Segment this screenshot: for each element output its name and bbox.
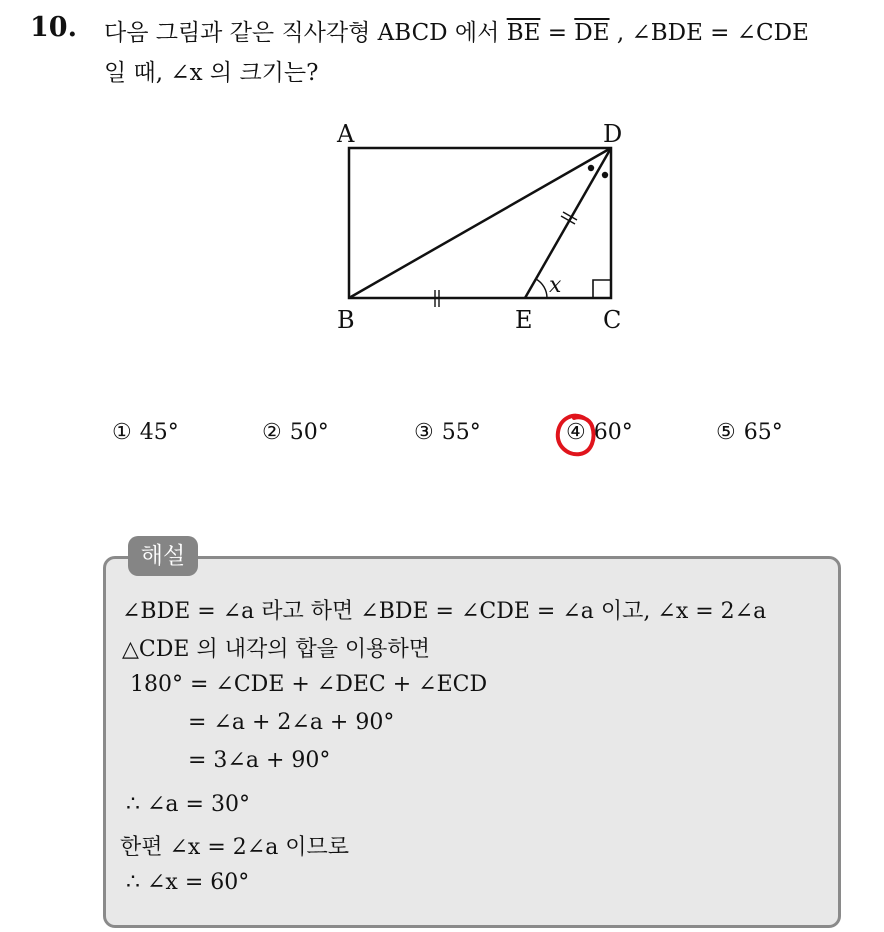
right-angle-mark [593,280,611,298]
choice-mark: ⑤ [716,420,736,445]
explanation-tag: 해설 [128,536,198,576]
label-e: E [515,306,533,334]
angle-dot-1 [588,165,594,171]
explanation-line-6: ∴ ∠a = 30° [126,792,250,817]
choice-1[interactable] [112,420,179,445]
question-number: 10. [30,12,77,43]
question-suffix: , ∠BDE = ∠CDE [609,20,809,46]
choice-value: 65° [743,420,783,445]
choice-mark: ③ [414,420,434,445]
angle-dot-2 [602,172,608,178]
label-b: B [337,306,355,334]
explanation-line-8: ∴ ∠x = 60° [126,870,250,895]
angle-x-arc [536,279,547,298]
label-d: D [603,120,623,148]
answer-choices [0,420,884,460]
segment-ed [525,148,611,298]
choice-5[interactable] [716,420,783,445]
choice-value: 55° [441,420,481,445]
selected-answer-circle [554,410,598,460]
label-c: C [603,306,622,334]
choice-value: 60° [593,420,633,445]
geometry-figure [325,112,645,337]
explanation-line-4: = ∠a + 2∠a + 90° [188,710,395,735]
diagonal-bd [349,148,611,298]
question-line-1 [104,14,809,47]
explanation-line-3: 180° = ∠CDE + ∠DEC + ∠ECD [130,672,488,697]
choice-value: 50° [289,420,329,445]
segment-be: $\overline{BE}$ [506,20,541,46]
choice-3[interactable] [414,420,481,445]
label-x: x [549,273,562,298]
choice-2[interactable] [262,420,329,445]
explanation-line-1: ∠BDE = ∠a 라고 하면 ∠BDE = ∠CDE = ∠a 이고, ∠x = 2∠a [122,599,767,624]
explanation-line-2: △CDE 의 내각의 합을 이용하면 [122,637,430,662]
equals-sign: = [540,20,575,46]
explanation-line-7: 한편 ∠x = 2∠a 이므로 [120,835,350,860]
question-line-2: 일 때, ∠x 의 크기는? [104,60,319,86]
choice-mark: ② [262,420,282,445]
label-a: A [337,120,355,148]
choice-mark: ① [112,420,132,445]
question-prefix: 다음 그림과 같은 직사각형 ABCD 에서 [104,20,507,46]
choice-mark: ④ [566,420,586,445]
explanation-line-5: = 3∠a + 90° [188,748,331,773]
segment-de: $\overline{DE}$ [574,20,610,46]
choice-value: 45° [139,420,179,445]
